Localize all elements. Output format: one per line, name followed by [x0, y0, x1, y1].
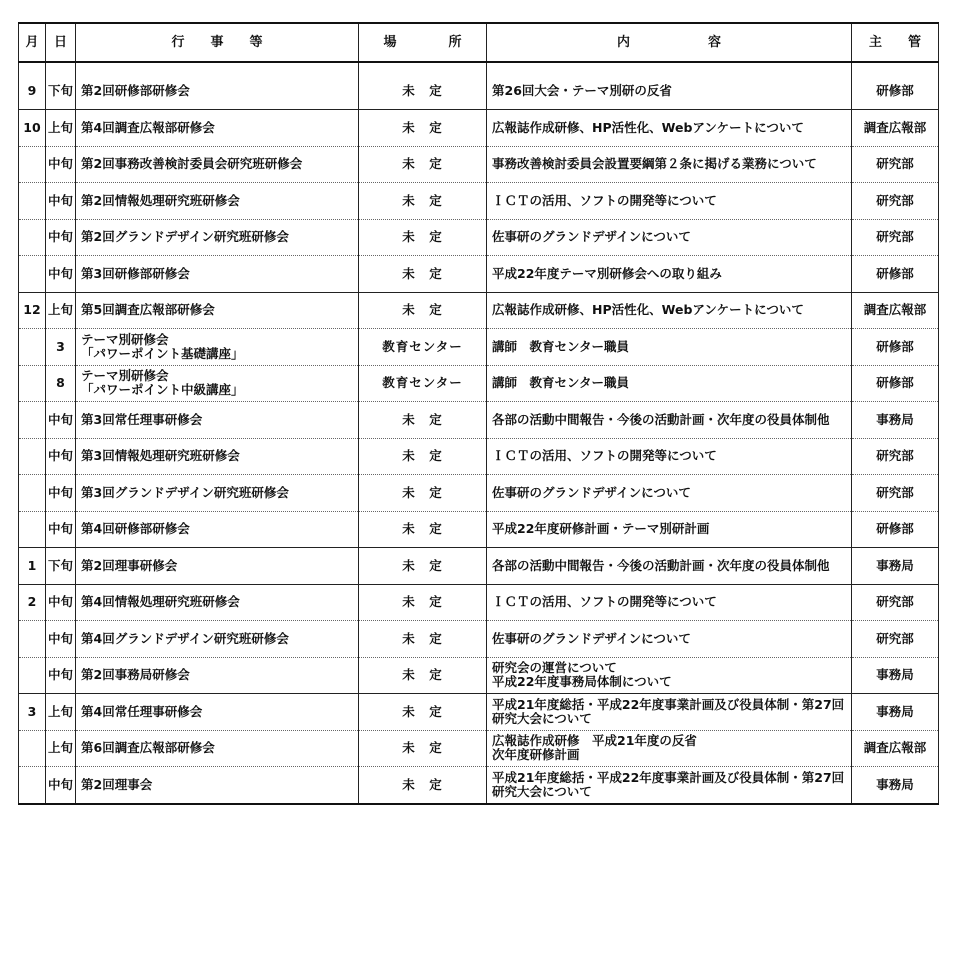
content-cell: 佐事研のグランドデザインについて [487, 219, 852, 256]
organizer-cell: 研究部 [852, 183, 939, 220]
header-month: 月 [19, 23, 46, 62]
place-cell: 未 定 [359, 256, 487, 293]
month-cell: 9 [19, 73, 46, 110]
content-cell: 平成21年度総括・平成22年度事業計画及び役員体制・第27回研究大会について [487, 694, 852, 731]
place-cell: 未 定 [359, 511, 487, 548]
content-cell: 各部の活動中間報告・今後の活動計画・次年度の役員体制他 [487, 402, 852, 439]
header-event: 行 事 等 [76, 23, 359, 62]
day-cell: 中旬 [46, 256, 76, 293]
place-cell: 未 定 [359, 548, 487, 585]
organizer-cell: 研究部 [852, 475, 939, 512]
place-cell: 未 定 [359, 657, 487, 694]
organizer-cell: 研究部 [852, 438, 939, 475]
organizer-cell: 調査広報部 [852, 292, 939, 329]
table-row [19, 256, 939, 293]
header-place: 場 所 [359, 23, 487, 62]
content-cell: 広報誌作成研修、HP活性化、Webアンケートについて [487, 110, 852, 147]
content-cell: 講師 教育センター職員 [487, 329, 852, 366]
header-organizer: 主 管 [852, 23, 939, 62]
content-cell: 広報誌作成研修、HP活性化、Webアンケートについて [487, 292, 852, 329]
place-cell: 未 定 [359, 438, 487, 475]
month-cell [19, 438, 46, 475]
schedule-body [19, 62, 939, 804]
event-cell: 第3回研修部研修会 [76, 256, 359, 293]
organizer-cell: 研究部 [852, 621, 939, 658]
event-cell: 第4回グランドデザイン研究班研修会 [76, 621, 359, 658]
event-cell: 第2回理事研修会 [76, 548, 359, 585]
table-row [19, 402, 939, 439]
day-cell: 上旬 [46, 110, 76, 147]
content-cell: 研究会の運営について 平成22年度事務局体制について [487, 657, 852, 694]
table-row [19, 657, 939, 694]
header-day: 日 [46, 23, 76, 62]
day-cell: 中旬 [46, 475, 76, 512]
organizer-cell: 事務局 [852, 767, 939, 804]
content-cell: ＩＣＴの活用、ソフトの開発等について [487, 183, 852, 220]
organizer-cell: 研究部 [852, 146, 939, 183]
day-cell: 8 [46, 365, 76, 402]
day-cell: 中旬 [46, 402, 76, 439]
month-cell [19, 657, 46, 694]
month-cell: 10 [19, 110, 46, 147]
month-cell [19, 621, 46, 658]
month-cell: 3 [19, 694, 46, 731]
content-cell: 平成21年度総括・平成22年度事業計画及び役員体制・第27回研究大会について [487, 767, 852, 804]
event-cell: 第2回研修部研修会 [76, 73, 359, 110]
table-row [19, 73, 939, 110]
place-cell: 未 定 [359, 475, 487, 512]
organizer-cell: 研究部 [852, 219, 939, 256]
place-cell: 未 定 [359, 694, 487, 731]
content-cell: 佐事研のグランドデザインについて [487, 621, 852, 658]
place-cell: 教育センター [359, 329, 487, 366]
event-cell: テーマ別研修会 「パワーポイント基礎講座」 [76, 329, 359, 366]
event-cell: テーマ別研修会 「パワーポイント中級講座」 [76, 365, 359, 402]
event-cell: 第3回情報処理研究班研修会 [76, 438, 359, 475]
place-cell: 未 定 [359, 219, 487, 256]
organizer-cell: 調査広報部 [852, 110, 939, 147]
table-row [19, 146, 939, 183]
event-cell: 第2回事務局研修会 [76, 657, 359, 694]
table-row [19, 110, 939, 147]
organizer-cell: 研修部 [852, 73, 939, 110]
month-cell [19, 365, 46, 402]
day-cell: 中旬 [46, 621, 76, 658]
organizer-cell: 研究部 [852, 584, 939, 621]
content-cell: 講師 教育センター職員 [487, 365, 852, 402]
event-cell: 第2回理事会 [76, 767, 359, 804]
month-cell [19, 402, 46, 439]
table-row [19, 730, 939, 767]
event-cell: 第6回調査広報部研修会 [76, 730, 359, 767]
spacer-row [19, 62, 939, 73]
place-cell: 未 定 [359, 402, 487, 439]
organizer-cell: 研修部 [852, 256, 939, 293]
day-cell: 下旬 [46, 548, 76, 585]
month-cell: 12 [19, 292, 46, 329]
content-cell: 佐事研のグランドデザインについて [487, 475, 852, 512]
month-cell [19, 475, 46, 512]
month-cell [19, 767, 46, 804]
place-cell: 未 定 [359, 584, 487, 621]
content-cell: 広報誌作成研修 平成21年度の反省 次年度研修計画 [487, 730, 852, 767]
event-cell: 第2回事務改善検討委員会研究班研修会 [76, 146, 359, 183]
place-cell: 未 定 [359, 292, 487, 329]
table-row [19, 511, 939, 548]
schedule-sheet [18, 22, 938, 805]
organizer-cell: 事務局 [852, 402, 939, 439]
table-row [19, 621, 939, 658]
organizer-cell: 研修部 [852, 329, 939, 366]
month-cell [19, 511, 46, 548]
day-cell: 中旬 [46, 146, 76, 183]
organizer-cell: 事務局 [852, 694, 939, 731]
day-cell: 中旬 [46, 219, 76, 256]
day-cell: 中旬 [46, 183, 76, 220]
event-cell: 第4回研修部研修会 [76, 511, 359, 548]
day-cell: 上旬 [46, 694, 76, 731]
table-row [19, 584, 939, 621]
month-cell [19, 219, 46, 256]
month-cell [19, 183, 46, 220]
month-cell: 2 [19, 584, 46, 621]
day-cell: 中旬 [46, 657, 76, 694]
day-cell: 3 [46, 329, 76, 366]
table-row [19, 548, 939, 585]
month-cell [19, 256, 46, 293]
content-cell: 平成22年度テーマ別研修会への取り組み [487, 256, 852, 293]
table-row [19, 219, 939, 256]
organizer-cell: 事務局 [852, 657, 939, 694]
table-row [19, 475, 939, 512]
table-row [19, 694, 939, 731]
organizer-cell: 研修部 [852, 511, 939, 548]
place-cell: 未 定 [359, 730, 487, 767]
table-row [19, 767, 939, 804]
organizer-cell: 調査広報部 [852, 730, 939, 767]
month-cell [19, 329, 46, 366]
table-row [19, 292, 939, 329]
day-cell: 中旬 [46, 767, 76, 804]
event-cell: 第4回常任理事研修会 [76, 694, 359, 731]
place-cell: 未 定 [359, 73, 487, 110]
organizer-cell: 研修部 [852, 365, 939, 402]
event-cell: 第4回調査広報部研修会 [76, 110, 359, 147]
organizer-cell: 事務局 [852, 548, 939, 585]
month-cell [19, 146, 46, 183]
place-cell: 未 定 [359, 146, 487, 183]
place-cell: 未 定 [359, 767, 487, 804]
content-cell: ＩＣＴの活用、ソフトの開発等について [487, 584, 852, 621]
content-cell: 平成22年度研修計画・テーマ別研計画 [487, 511, 852, 548]
header-row [19, 23, 939, 62]
day-cell: 上旬 [46, 292, 76, 329]
event-cell: 第3回グランドデザイン研究班研修会 [76, 475, 359, 512]
table-row [19, 365, 939, 402]
day-cell: 中旬 [46, 511, 76, 548]
place-cell: 未 定 [359, 110, 487, 147]
event-cell: 第5回調査広報部研修会 [76, 292, 359, 329]
table-row [19, 438, 939, 475]
content-cell: 事務改善検討委員会設置要綱第２条に掲げる業務について [487, 146, 852, 183]
table-row [19, 329, 939, 366]
schedule-table [18, 22, 939, 805]
month-cell [19, 730, 46, 767]
event-cell: 第2回グランドデザイン研究班研修会 [76, 219, 359, 256]
day-cell: 中旬 [46, 438, 76, 475]
content-cell: 各部の活動中間報告・今後の活動計画・次年度の役員体制他 [487, 548, 852, 585]
place-cell: 未 定 [359, 621, 487, 658]
place-cell: 教育センター [359, 365, 487, 402]
event-cell: 第4回情報処理研究班研修会 [76, 584, 359, 621]
event-cell: 第2回情報処理研究班研修会 [76, 183, 359, 220]
content-cell: ＩＣＴの活用、ソフトの開発等について [487, 438, 852, 475]
place-cell: 未 定 [359, 183, 487, 220]
day-cell: 中旬 [46, 584, 76, 621]
event-cell: 第3回常任理事研修会 [76, 402, 359, 439]
day-cell: 上旬 [46, 730, 76, 767]
header-content: 内 容 [487, 23, 852, 62]
day-cell: 下旬 [46, 73, 76, 110]
content-cell: 第26回大会・テーマ別研の反省 [487, 73, 852, 110]
month-cell: 1 [19, 548, 46, 585]
table-row [19, 183, 939, 220]
